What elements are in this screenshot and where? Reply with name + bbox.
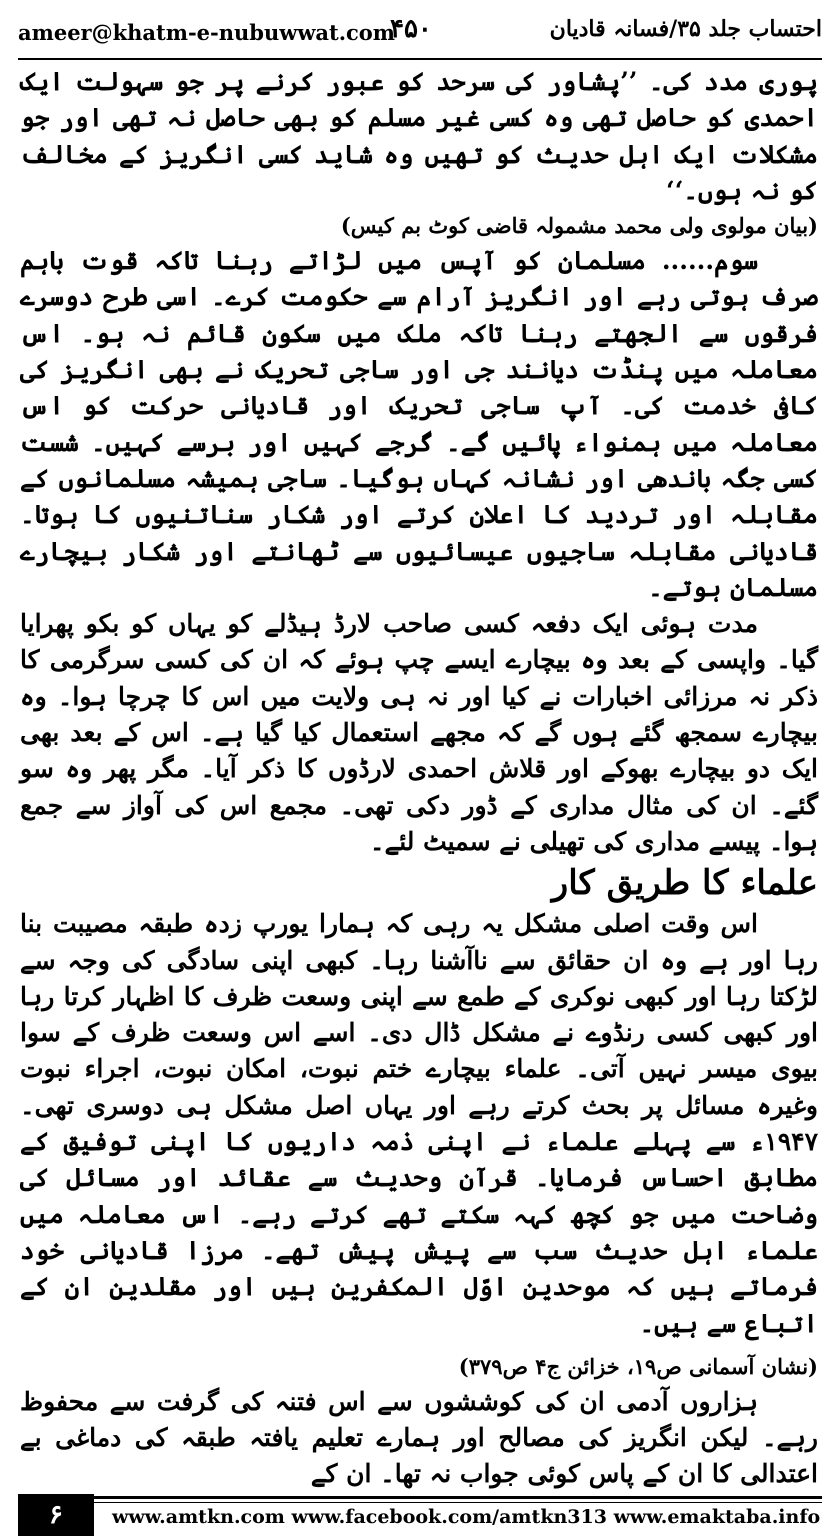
- paragraph-5: ہزاروں آدمی ان کی کوششوں سے اس فتنہ کی گرفت سے محفوظ رہے۔ لیکن انگریز کی مصالح اور ہمارے تعلیم یافتہ طبقہ کی دماغی بے اعتدالی کا ان کے پاس کوئی جواب نہ تھا۔ ان کے: [20, 1386, 818, 1489]
- paragraph-1: پوری مدد کی۔ ’’پشاور کی سرحد کو عبور کرنے پر جو سہولت ایک احمدی کو حاصل تھی وہ کسی غیر مسلم کو بھی حاصل نہ تھی اور جو مشکلات ایک اہل حدیث کو تھیں وہ شاید کسی انگریز کے مخالف کو نہ ہوں۔‘‘: [20, 67, 818, 205]
- footer-links[interactable]: www.amtkn.com www.facebook.com/amtkn313 www.emaktaba.info: [112, 1506, 821, 1528]
- book-title: احتساب جلد ۳۵/فسانہ قادیان: [549, 16, 822, 42]
- footer-rule-thick: [94, 1496, 822, 1499]
- footer-number-box: ۶: [18, 1494, 94, 1536]
- citation-1: (بیان مولوی ولی محمد مشمولہ قاضی کوٹ بم کیس): [340, 213, 818, 239]
- header-email: ameer@khatm-e-nubuwwat.com: [18, 20, 396, 45]
- paragraph-2: سوم...... مسلمان کو آپس میں لڑاتے رہنا تاکہ قوت باہم صرف ہوتی رہے اور انگریز آرام سے حکومت کرے۔ اسی طرح دوسرے فرقوں سے الجھتے رہنا تاکہ ملک میں سکون قائم نہ ہو۔ اس معاملہ میں پنڈت دیانند جی اور ساجی تحریک نے بھی انگریز کی کافی خدمت کی۔ آپ ساجی تحریک اور قادیانی حرکت کو اس معاملہ میں ہمنواء پائیں گے۔ گرجے کہیں اور برسے کہیں۔ شست کسی جگہ باندھی اور نشانہ کہاں ہوگیا۔ ساجی ہمیشہ مسلمانوں کے مقابلہ اور تردید کا اعلان کرتے اور شکار سناتنیوں کا ہوتا۔ قادیانی مقابلہ ساجیوں عیسائیوں سے ٹھانتے اور شکار بیچارے مسلمان ہوتے۔: [20, 246, 818, 602]
- header-rule: [18, 58, 822, 60]
- page-number: ۴۵۰: [390, 14, 432, 44]
- page-header: [18, 14, 822, 54]
- paragraph-3: مدت ہوئی ایک دفعہ کسی صاحب لارڈ ہیڈلے کو یہاں کو بکو پھرایا گیا۔ واپسی کے بعد وہ بیچارے ایسے چپ ہوئے کہ ان کی کسی سرگرمی کا ذکر نہ مرزائی اخبارات نے کیا اور نہ ہی ولایت میں اس کا چرچا ہوا۔ وہ بیچارے سمجھ گئے ہوں گے کہ مجھے استعمال کیا گیا ہے۔ اس کے بعد بھی ایک دو بیچارے بھوکے اور قلاش احمدی لارڈوں کا ذکر آیا۔ مگر پھر وہ سو گئے۔ ان کی مثال مداری کے ڈور دکی تھی۔ مجمع اس کی آواز سے جمع ہوا۔ پیسے مداری کی تھیلی نے سمیٹ لئے۔: [20, 609, 818, 856]
- paragraph-4: اس وقت اصلی مشکل یہ رہی کہ ہمارا یورپ زدہ طبقہ مصیبت بنا رہا اور ہے وہ ان حقائق سے ناآشنا رہا۔ کبھی اپنی سادگی کی وجہ سے لڑکتا رہا اور کبھی نوکری کے طمع سے اپنی وسعت ظرف کا اظہار کرتا رہا اور کبھی کسی رنڈوے نے مشکل ڈال دی۔ اسے اس وسعت ظرف کے سوا بیوی میسر نہیں آتی۔ علماء بیچارے ختم نبوت، امکان نبوت، اجراء نبوت وغیرہ مسائل پر بحث کرتے رہے اور یہاں اصل مشکل ہی دوسری تھی۔ ۱۹۴۷ء سے پہلے علماء نے اپنی ذمہ داریوں کا اپنی توفیق کے مطابق احساس فرمایا۔ قرآن وحدیث سے عقائد اور مسائل کی وضاحت میں جو کچھ کہہ سکتے تھے کرتے رہے۔ اس معاملہ میں علماء اہل حدیث سب سے پیش پیش تھے۔ مرزا قادیانی خود فرماتے ہیں کہ موحدین اوّل المکفرین ہیں اور مقلدین ان کے اتباع سے ہیں۔: [20, 909, 818, 1338]
- page-body: [20, 64, 818, 1493]
- section-heading: علماء کا طریق کار: [551, 863, 818, 904]
- page-footer: [0, 1488, 840, 1540]
- footer-rule-thin: [94, 1502, 822, 1503]
- citation-2: (نشان آسمانی ص۱۹، خزائن ج۴ ص۳۷۹): [458, 1353, 818, 1379]
